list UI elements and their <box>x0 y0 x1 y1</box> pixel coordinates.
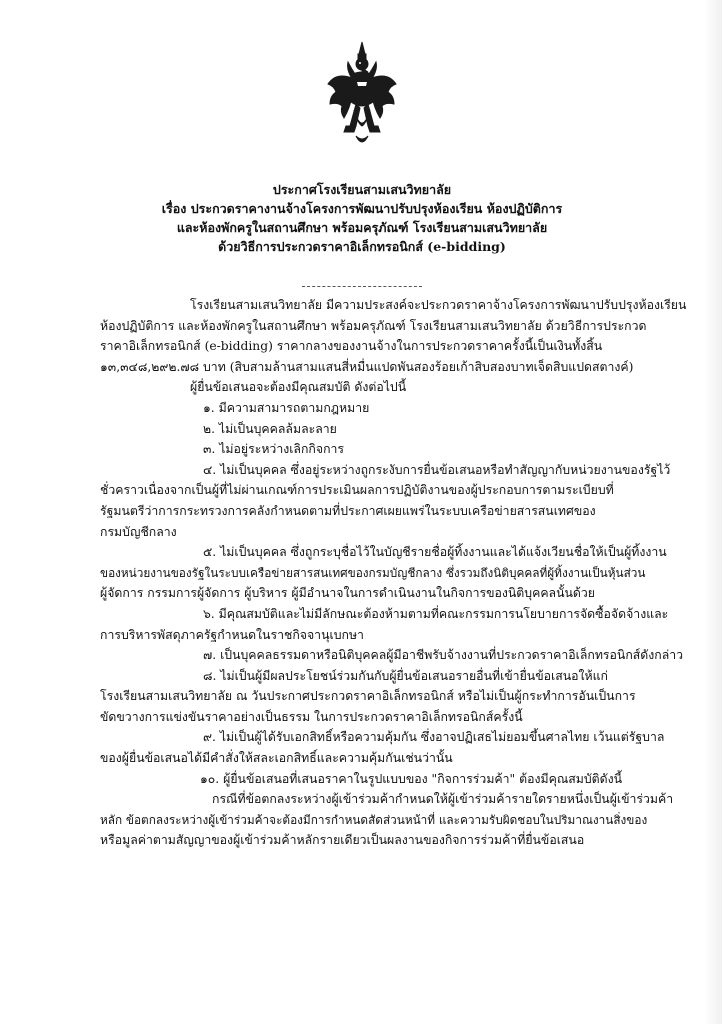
garuda-emblem-icon <box>326 40 398 150</box>
qualification-item-9-cont: ของผู้ยื่นข้อเสนอได้มีคำสั่งให้สละเอกสิทธิ์และความคุ้มกันเช่นว่านั้น <box>100 751 453 766</box>
qualification-item-3: ๓. ไม่อยู่ระหว่างเลิกกิจการ <box>203 442 345 457</box>
qualification-item-10: ๑๐. ผู้ยื่นข้อเสนอที่เสนอราคาในรูปแบบของ "กิจการร่วมค้า" ต้องมีคุณสมบัติดังนี้ <box>200 771 623 786</box>
qualification-item-9: ๙. ไม่เป็นผู้ได้รับเอกสิทธิ์หรือความคุ้มกัน ซึ่งอาจปฏิเสธไม่ยอมขึ้นศาลไทย เว้นแต่รัฐบาล <box>203 730 665 745</box>
qualification-item-8: ๘. ไม่เป็นผู้มีผลประโยชน์ร่วมกันกับผู้ยื่นข้อเสนอรายอื่นที่เข้ายื่นข้อเสนอให้แก่ <box>203 668 608 683</box>
announcement-header <box>90 180 634 256</box>
joint-venture-line: กรณีที่ข้อตกลงระหว่างผู้เข้าร่วมค้ากำหนดให้ผู้เข้าร่วมค้ารายใดรายหนึ่งเป็นผู้เข้าร่วมค้า <box>212 792 674 807</box>
page-edge-shadow <box>704 0 722 1024</box>
intro-line: ราคาอิเล็กทรอนิกส์ (e-bidding) ราคากลางของงานจ้างในการประกวดราคาครั้งนี้เป็นเงินทั้งสิ้น <box>100 339 603 354</box>
qualification-item-6-cont: การบริหารพัสดุภาครัฐกำหนดในราชกิจจานุเบกษา <box>100 627 364 642</box>
qualification-item-1: ๑. มีความสามารถตามกฎหมาย <box>203 400 370 415</box>
qualification-item-5: ๕. ไม่เป็นบุคคล ซึ่งถูกระบุชื่อไว้ในบัญชีรายชื่อผู้ทิ้งงานและได้แจ้งเวียนชื่อให้เป็นผู้ทิ้งงาน <box>203 545 667 560</box>
intro-line: ห้องปฏิบัติการ และห้องพักครูในสถานศึกษา พร้อมครุภัณฑ์ โรงเรียนสามเสนวิทยาลัย ด้วยวิธีการประกวด <box>100 318 647 333</box>
qualification-item-5-cont: ผู้จัดการ กรรมการผู้จัดการ ผู้บริหาร ผู้มีอำนาจในการดำเนินงานในกิจการของนิติบุคคลนั้นด้วย <box>100 586 595 601</box>
qualification-item-7: ๗. เป็นบุคคลธรรมดาหรือนิติบุคคลผู้มีอาชีพรับจ้างงานที่ประกวดราคาอิเล็กทรอนิกส์ดังกล่าว <box>203 648 684 663</box>
qualification-item-4: ๔. ไม่เป็นบุคคล ซึ่งอยู่ระหว่างถูกระงับการยื่นข้อเสนอหรือทำสัญญากับหน่วยงานของรัฐไว้ <box>203 462 671 477</box>
header-separator <box>302 286 422 287</box>
joint-venture-line: หรือมูลค่าตามสัญญาของผู้เข้าร่วมค้าหลักรายเดียวเป็นผลงานของกิจการร่วมค้าที่ยื่นข้อเสนอ <box>100 833 585 848</box>
qualification-item-8-cont: โรงเรียนสามเสนวิทยาลัย ณ วันประกาศประกวดราคาอิเล็กทรอนิกส์ หรือไม่เป็นผู้กระทำการอันเป็นการ <box>100 689 636 704</box>
subject-line-1: เรื่อง ประกวดราคางานจ้างโครงการพัฒนาปรับปรุงห้องเรียน ห้องปฏิบัติการ <box>161 201 563 216</box>
qualification-item-5-cont: ของหน่วยงานของรัฐในระบบเครือข่ายสารสนเทศของกรมบัญชีกลาง ซึ่งรวมถึงนิติบุคคลที่ผู้ทิ้งงานเป็นหุ้นส่วน <box>100 565 646 580</box>
intro-line: ๑๓,๓๔๘,๒๙๒.๗๘ บาท (สิบสามล้านสามแสนสี่หมื่นแปดพันสองร้อยเก้าสิบสองบาทเจ็ดสิบแปดสตางค์) <box>100 359 634 374</box>
subject-line-3: ด้วยวิธีการประกวดราคาอิเล็กทรอนิกส์ (e-bidding) <box>218 239 506 254</box>
subject-line-2: และห้องพักครูในสถานศึกษา พร้อมครุภัณฑ์ โรงเรียนสามเสนวิทยาลัย <box>176 220 548 235</box>
intro-line: โรงเรียนสามเสนวิทยาลัย มีความประสงค์จะประกวดราคาจ้างโครงการพัฒนาปรับปรุงห้องเรียน <box>190 298 687 312</box>
document-body <box>100 295 700 851</box>
announcement-title: ประกาศโรงเรียนสามเสนวิทยาลัย <box>272 182 452 197</box>
joint-venture-line: หลัก ข้อตกลงระหว่างผู้เข้าร่วมค้าจะต้องมีการกำหนดสัดส่วนหน้าที่ และความรับผิดชอบในปริมาณงานสิ่งของ <box>100 812 648 827</box>
qualification-heading: ผู้ยื่นข้อเสนอจะต้องมีคุณสมบัติ ดังต่อไปนี้ <box>190 380 407 395</box>
qualification-item-4-cont: รัฐมนตรีว่าการกระทรวงการคลังกำหนดตามที่ประกาศเผยแพร่ในระบบเครือข่ายสารสนเทศของ <box>100 503 596 518</box>
qualification-item-6: ๖. มีคุณสมบัติและไม่มีลักษณะต้องห้ามตามที่คณะกรรมการนโยบายการจัดซื้อจัดจ้างและ <box>203 606 669 621</box>
qualification-item-8-cont: ขัดขวางการแข่งขันราคาอย่างเป็นธรรม ในการประกวดราคาอิเล็กทรอนิกส์ครั้งนี้ <box>100 709 523 724</box>
qualification-item-4-cont: ชั่วคราวเนื่องจากเป็นผู้ที่ไม่ผ่านเกณฑ์การประเมินผลการปฏิบัติงานของผู้ประกอบการตามระเบียบที่ <box>100 483 614 498</box>
qualification-item-4-cont: กรมบัญชีกลาง <box>100 524 177 539</box>
qualification-item-2: ๒. ไม่เป็นบุคคลล้มละลาย <box>203 421 337 436</box>
